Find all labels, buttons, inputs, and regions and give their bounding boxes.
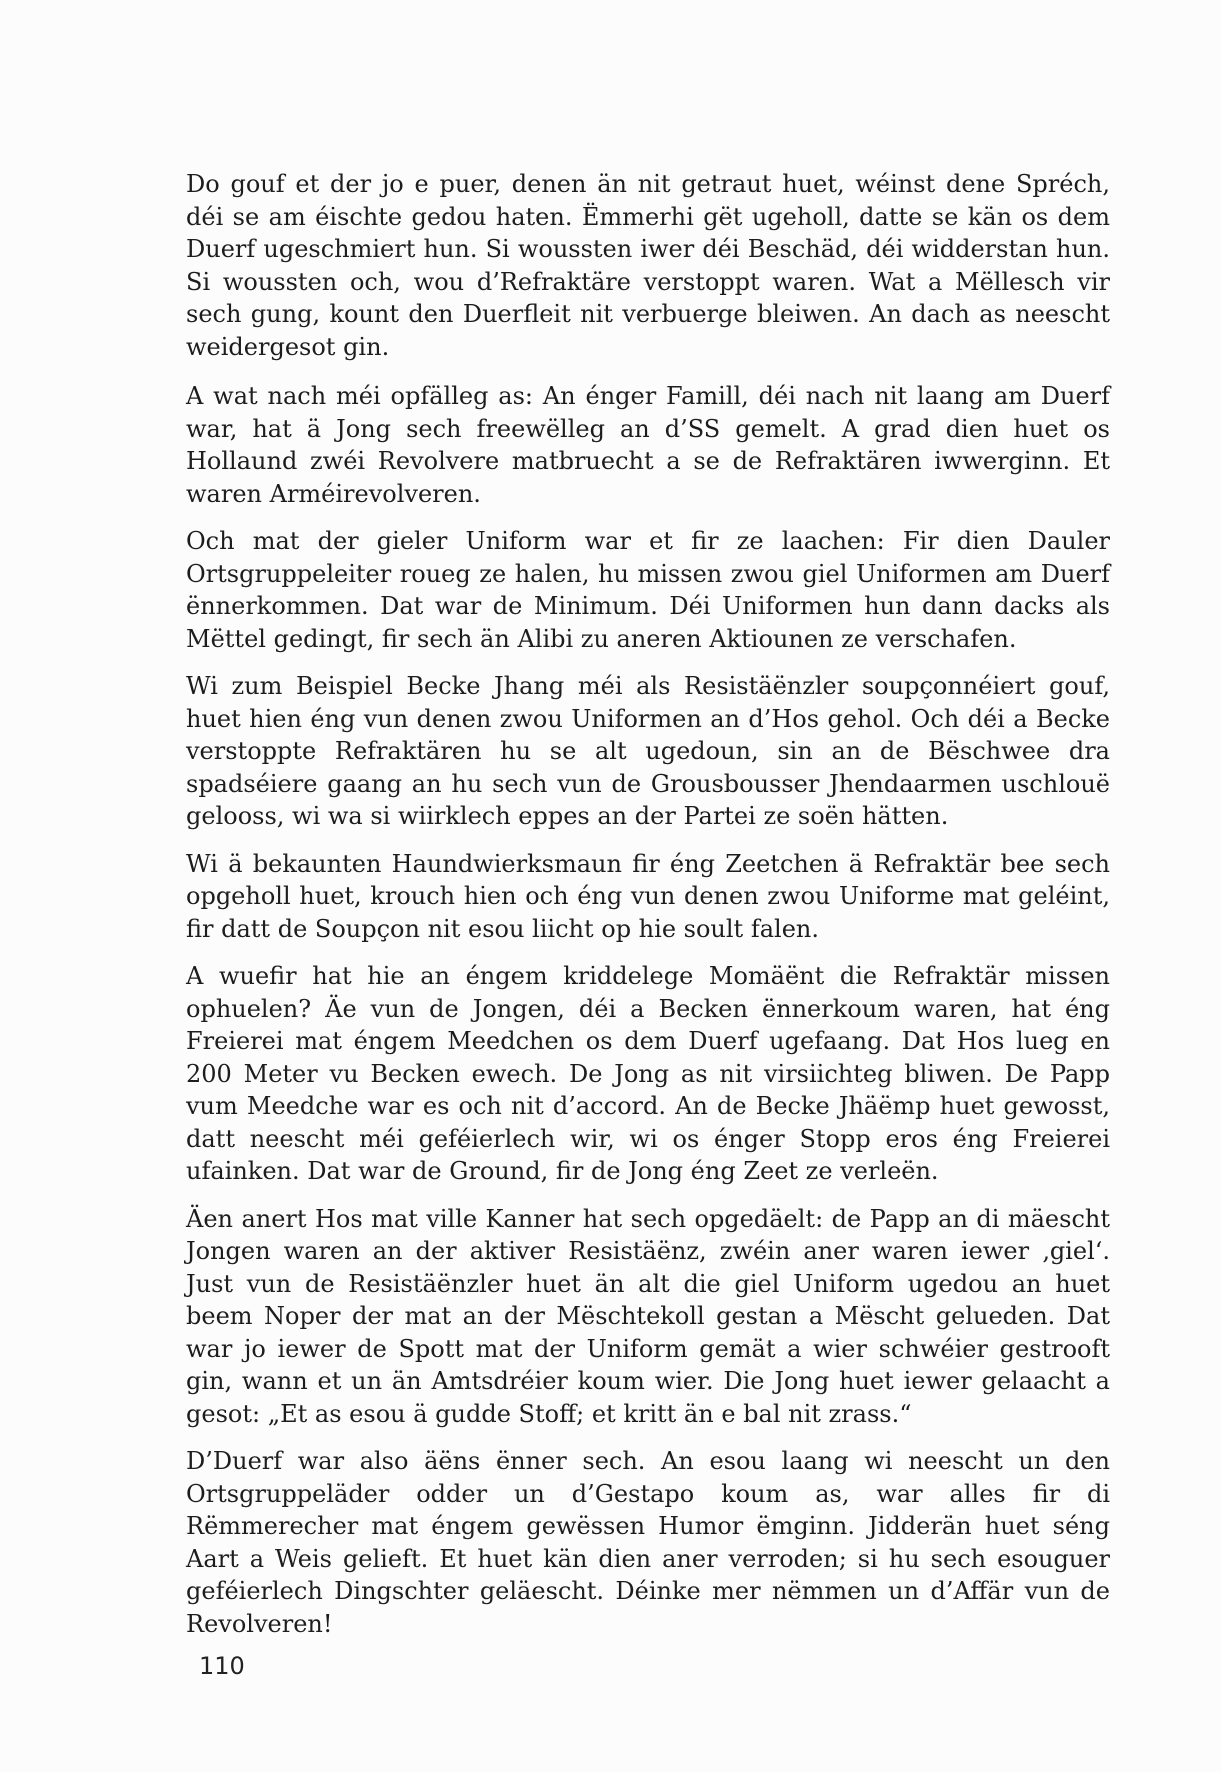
paragraph-3: Och mat der gieler Uniform war et fir ze laachen: Fir dien Dauler Ortsgruppeleiter roueg ze halen, hu missen zwou giel Uniformen am Duerf ënnerkommen. Dat war de Minimum. Déi Uniformen hun dann dacks als Mëttel gedingt, fir sech än Alibi zu aneren Aktiounen ze verschafen. (186, 527, 1110, 653)
paragraph-1: Do gouf et der jo e puer, denen än nit getraut huet, wéinst dene Spréch, déi se am éischte gedou haten. Ëmmerhi gët ugeholl, datte se kän os dem Duerf ugeschmiert hun. Si woussten iwer déi Beschäd, déi widderstan hun. Si woussten och, wou d’Refraktäre verstoppt waren. Wat a Mëllesch vir sech gung, kount den Duerfleit nit verbuerge bleiwen. An dach as neescht weidergesot gin. (186, 170, 1110, 361)
paragraph-6: A wuefir hat hie an éngem kriddelege Momäënt die Refraktär missen ophuelen? Äe vun de Jongen, déi a Becken ënnerkoum waren, hat éng Freierei mat éngem Meedchen os dem Duerf ugefaang. Dat Hos lueg en 200 Meter vu Becken ewech. De Jong as nit virsiichteg bliwen. De Papp vum Meedche war es och nit d’accord. An de Becke Jhäëmp huet gewosst, datt neescht méi geféierlech wir, wi os énger Stopp eros éng Freierei ufainken. Dat war de Ground, fir de Jong éng Zeet ze verleën. (186, 962, 1110, 1185)
paragraph-5: Wi ä bekaunten Haundwierksmaun fir éng Zeetchen ä Refraktär bee sech opgeholl huet, krouch hien och éng vun denen zwou Uniforme mat geléint, fir datt de Soupçon nit esou liicht op hie soult falen. (186, 849, 1110, 943)
paragraph-2: A wat nach méi opfälleg as: An énger Famill, déi nach nit laang am Duerf war, hat ä Jong sech freewëlleg an d’SS gemelt. A grad dien huet os Hollaund zwéi Revolvere matbruecht a se de Refraktären iwwerginn. Et waren Arméirevolveren. (186, 382, 1110, 508)
paragraph-7: Äen anert Hos mat ville Kanner hat sech opgedäelt: de Papp an di mäescht Jongen waren an der aktiver Resistäënz, zwéin aner waren iewer ‚giel‘. Just vun de Resistäënzler huet än alt die giel Uniform ugedou an huet beem Noper der mat an der Mëschtekoll gestan a Mëscht gelueden. Dat war jo iewer de Spott mat der Uniform gemät a wier schwéier gestrooft gin, wann et un än Amtsdréier koum wier. Die Jong huet iewer gelaacht a gesot: „Et as esou ä gudde Stoff; et kritt än e bal nit zrass.“ (186, 1204, 1110, 1428)
paragraph-8: D’Duerf war also äëns ënner sech. An esou laang wi neescht un den Ortsgruppeläder odder un d’Gestapo koum as, war alles fir di Rëmmerecher mat éngem gewëssen Humor ëmginn. Jidderän huet séng Aart a Weis gelieft. Et huet kän dien aner verroden; si hu sech esouguer geféierlech Dingschter geläescht. Déinke mer nëmmen un d’Affär vun de Revolveren! (186, 1447, 1110, 1638)
page-number: 110 (199, 1652, 245, 1680)
paragraph-4: Wi zum Beispiel Becke Jhang méi als Resistäënzler soupçonnéiert gouf, huet hien éng vun denen zwou Uniformen an d’Hos gehol. Och déi a Becke verstoppte Refraktären hu se alt ugedoun, sin an de Bëschwee dra spadséiere gaang an hu sech vun de Grousbousser Jhendaarmen uschlouë gelooss, wi wa si wiirklech eppes an der Partei ze soën hätten. (186, 672, 1110, 830)
body-text (186, 168, 1110, 1655)
